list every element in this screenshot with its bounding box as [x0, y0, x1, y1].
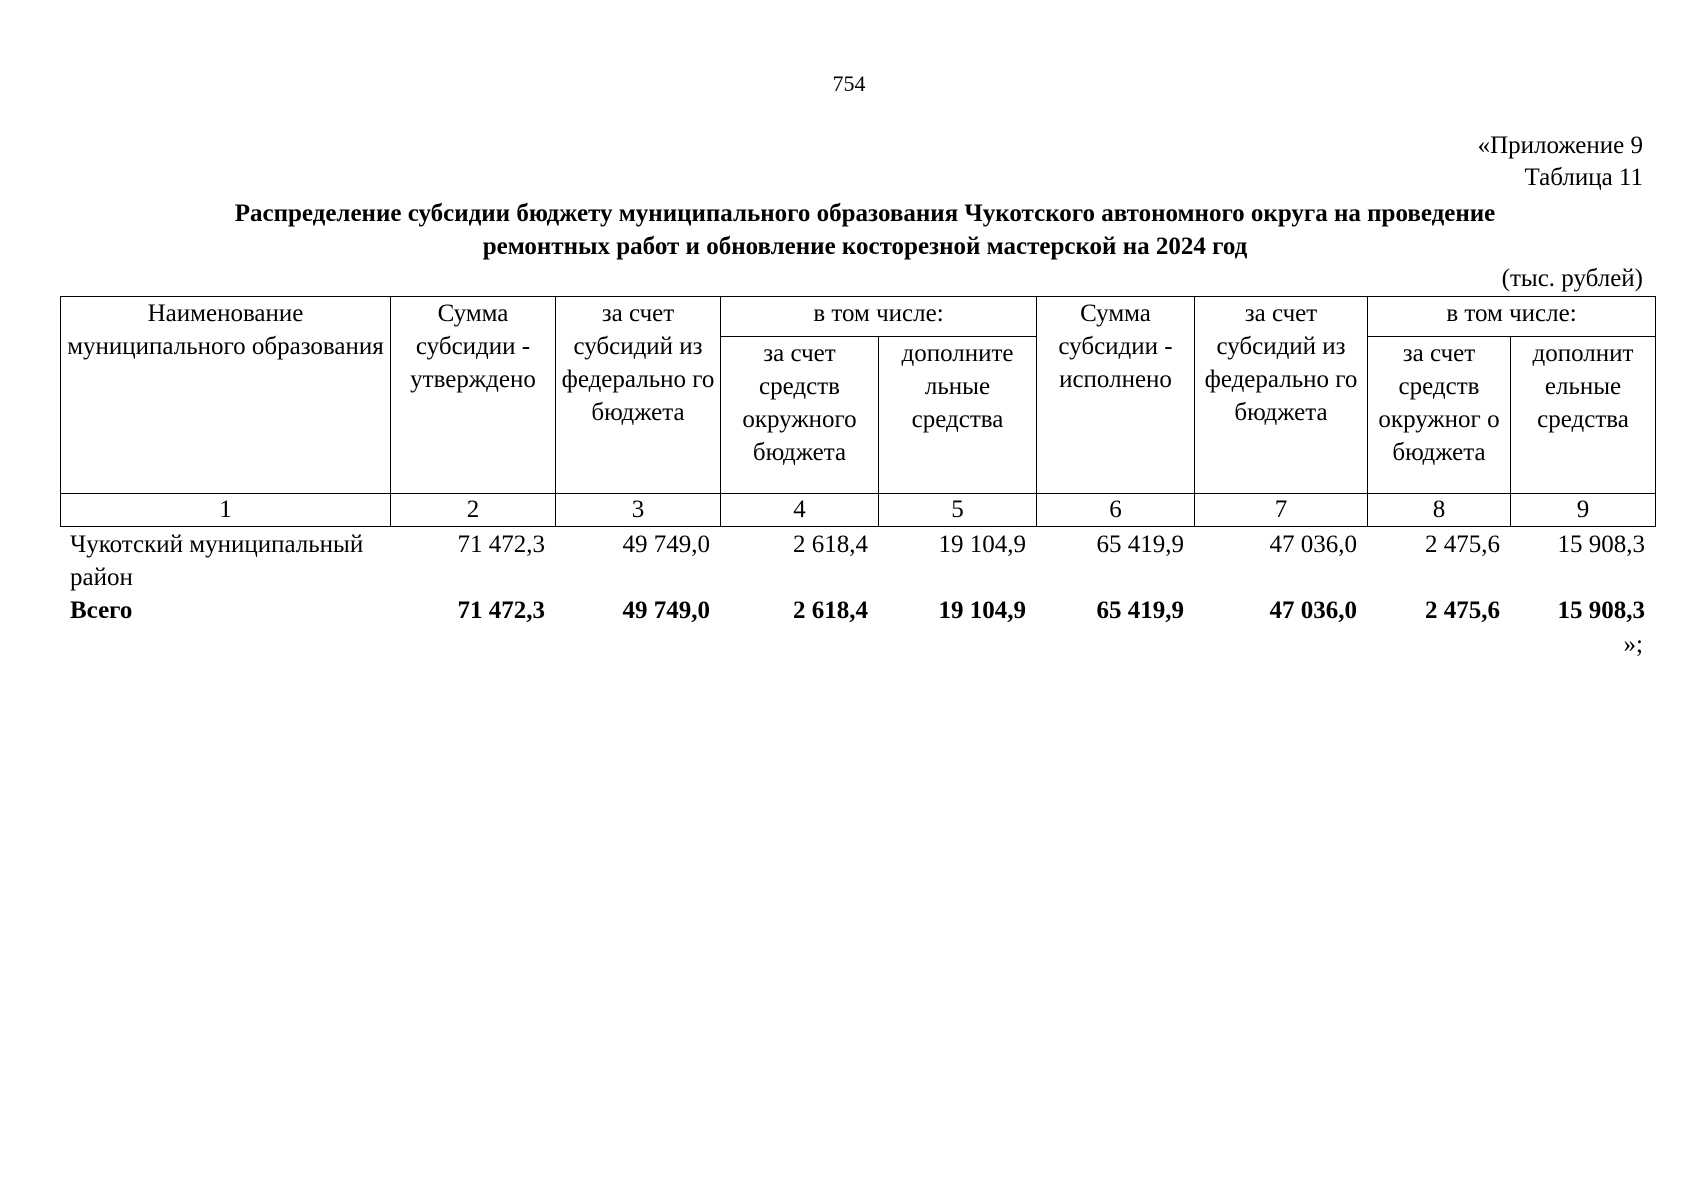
total-label: Всего	[70, 597, 133, 624]
column-number: 5	[879, 494, 1037, 527]
header-executed-total: Сумма субсидии - исполнено	[1037, 297, 1195, 494]
header-approved-extra: дополните льные средства	[879, 337, 1037, 494]
units-label: (тыс. рублей)	[1501, 265, 1643, 292]
total-cell: 49 749,0	[622, 597, 710, 624]
header-approved-okrug: за счет средств окружного бюджета	[721, 337, 879, 494]
column-number: 6	[1037, 494, 1195, 527]
total-row	[60, 594, 1655, 627]
column-number: 3	[556, 494, 721, 527]
table-cell: 49 749,0	[622, 531, 710, 558]
document-title	[90, 197, 1640, 263]
table-cell: 2 475,6	[1425, 531, 1500, 558]
page-number: 754	[832, 71, 866, 96]
header-name: Наименование муниципального образования	[61, 297, 391, 494]
table-cell: 2 618,4	[793, 531, 868, 558]
subsidy-table-body	[60, 528, 1655, 627]
column-number: 7	[1195, 494, 1368, 527]
appendix-label: «Приложение 9	[1477, 132, 1643, 159]
total-cell: 19 104,9	[938, 597, 1026, 624]
table-row	[60, 528, 1655, 594]
column-number: 2	[391, 494, 556, 527]
municipality-name: Чукотский муниципальный район	[70, 531, 364, 591]
column-number: 4	[721, 494, 879, 527]
header-approved-including: в том числе:	[721, 297, 1037, 337]
total-cell: 65 419,9	[1096, 597, 1184, 624]
total-cell: 15 908,3	[1557, 597, 1645, 624]
total-cell: 2 475,6	[1425, 597, 1500, 624]
table-cell: 65 419,9	[1096, 531, 1184, 558]
column-number: 9	[1511, 494, 1656, 527]
table-cell: 19 104,9	[938, 531, 1026, 558]
title-line-1: Распределение субсидии бюджету муниципального образования Чукотского автономного округа на проведение	[234, 200, 1496, 227]
table-cell: 47 036,0	[1269, 531, 1357, 558]
header-executed-including: в том числе:	[1368, 297, 1656, 337]
header-approved-federal: за счет субсидий из федерально го бюджета	[556, 297, 721, 494]
column-number: 1	[61, 494, 391, 527]
total-cell: 47 036,0	[1269, 597, 1357, 624]
closing-quote: »;	[1623, 631, 1643, 658]
header-approved-total: Сумма субсидии - утверждено	[391, 297, 556, 494]
header-executed-okrug: за счет средств окружног о бюджета	[1368, 337, 1511, 494]
total-cell: 71 472,3	[457, 597, 545, 624]
total-cell: 2 618,4	[793, 597, 868, 624]
appendix-reference	[1478, 130, 1643, 194]
header-executed-federal: за счет субсидий из федерально го бюджета	[1195, 297, 1368, 494]
table-cell: 71 472,3	[457, 531, 545, 558]
subsidy-table-header	[60, 296, 1656, 527]
title-line-2: ремонтных работ и обновление косторезной мастерской на 2024 год	[482, 233, 1248, 260]
column-number: 8	[1368, 494, 1511, 527]
table-label: Таблица 11	[1524, 164, 1643, 191]
header-executed-extra: дополнит ельные средства	[1511, 337, 1656, 494]
table-cell: 15 908,3	[1557, 531, 1645, 558]
